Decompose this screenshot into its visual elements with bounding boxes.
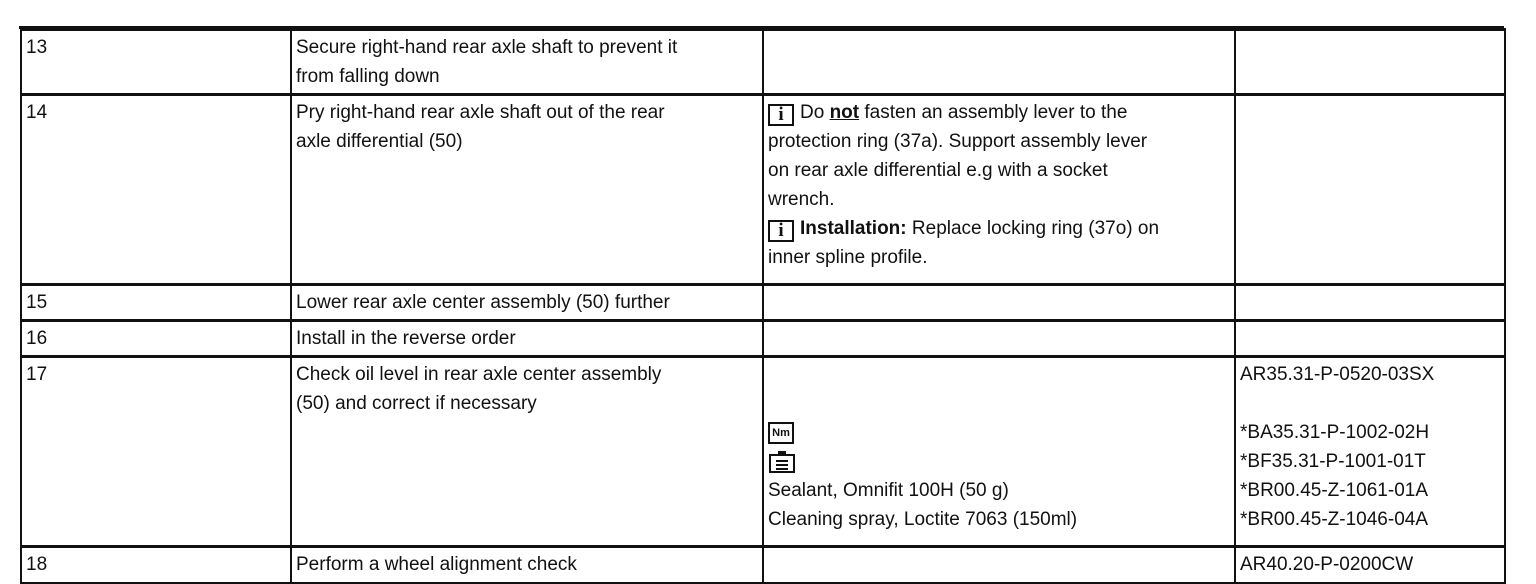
step-action: Perform a wheel alignment check	[291, 547, 763, 583]
table-row-17	[21, 357, 1505, 547]
special-tool-icon	[768, 450, 798, 474]
step-docs	[1235, 547, 1505, 583]
step-number: 14	[21, 95, 291, 285]
note-installation: i Installation: Replace locking ring (37o) on	[768, 214, 1230, 243]
table-row-13	[21, 30, 1505, 95]
step-action: Install in the reverse order	[291, 321, 763, 357]
procedure-table	[20, 28, 1506, 584]
doc-link[interactable]: AR40.20-P-0200CW	[1240, 554, 1414, 575]
table-row-15	[21, 285, 1505, 321]
step-docs	[1235, 30, 1505, 95]
doc-link[interactable]: *BR00.45-Z-1061-01A	[1240, 480, 1428, 501]
note-warning: i Do not fasten an assembly lever to the	[768, 98, 1230, 127]
info-icon: i	[768, 104, 794, 126]
table-row-14	[21, 95, 1505, 285]
table-row-16	[21, 321, 1505, 357]
step-number: 15	[21, 285, 291, 321]
doc-link[interactable]: *BR00.45-Z-1046-04A	[1240, 509, 1428, 530]
step-action: Check oil level in rear axle center assembly (50) and correct if necessary	[291, 357, 763, 547]
torque-icon: Nm	[768, 422, 794, 444]
material-sealant: Sealant, Omnifit 100H (50 g)	[768, 480, 1009, 501]
step-number: 17	[21, 357, 291, 547]
step-notes: i Do not fasten an assembly lever to the protection ring (37a). Support assembly lever on rear axle differential e.g with a socket wrench. i Installation: Replace locking ring (37o) on inner spline profile.	[763, 95, 1235, 285]
step-number: 18	[21, 547, 291, 583]
doc-link[interactable]: *BA35.31-P-1002-02H	[1240, 422, 1430, 443]
doc-link[interactable]: AR35.31-P-0520-03SX	[1240, 364, 1435, 385]
step-docs	[1235, 285, 1505, 321]
step-number: 16	[21, 321, 291, 357]
doc-link[interactable]: *BF35.31-P-1001-01T	[1240, 451, 1426, 472]
step-docs	[1235, 357, 1505, 547]
material-cleaning-spray: Cleaning spray, Loctite 7063 (150ml)	[768, 509, 1078, 530]
step-action: Pry right-hand rear axle shaft out of the rear axle differential (50)	[291, 95, 763, 285]
torque-line	[768, 418, 1230, 447]
step-notes	[763, 30, 1235, 95]
step-docs	[1235, 321, 1505, 357]
step-notes	[763, 357, 1235, 547]
step-docs	[1235, 95, 1505, 285]
step-action: Lower rear axle center assembly (50) further	[291, 285, 763, 321]
step-notes	[763, 321, 1235, 357]
step-notes	[763, 285, 1235, 321]
step-action: Secure right-hand rear axle shaft to prevent it from falling down	[291, 30, 763, 95]
info-icon: i	[768, 220, 794, 242]
table-row-18	[21, 547, 1505, 583]
step-notes	[763, 547, 1235, 583]
tool-line	[768, 447, 1230, 476]
step-number: 13	[21, 30, 291, 95]
